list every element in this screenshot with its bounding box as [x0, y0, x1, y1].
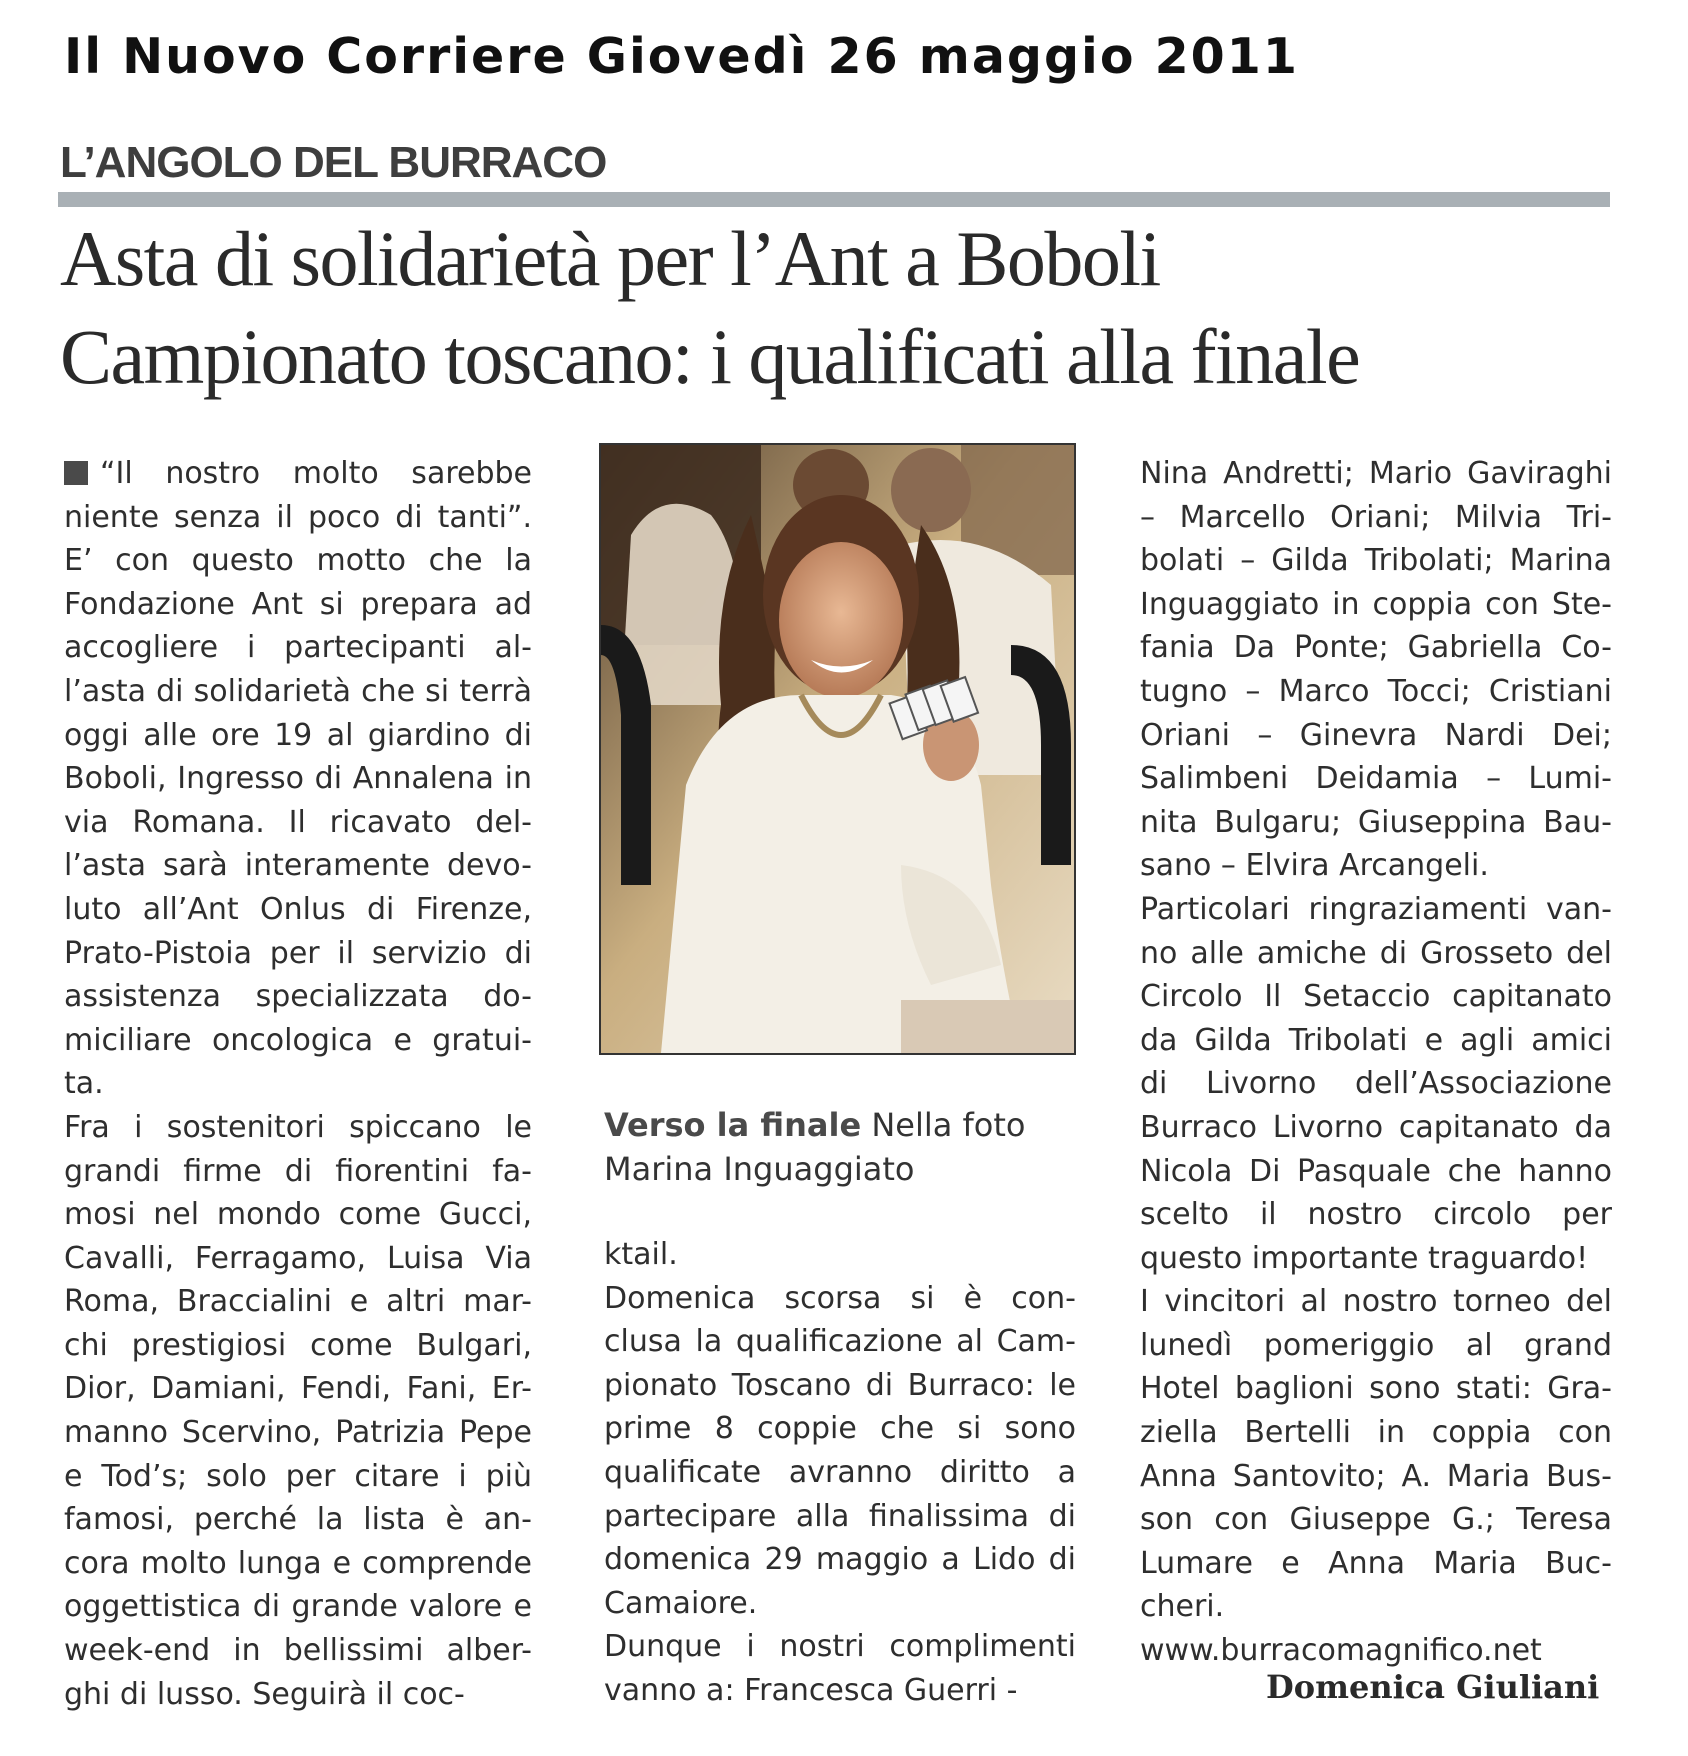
text-line: grandi firme di fiorentini fa-	[64, 1153, 532, 1189]
caption-strong: Verso la finale	[604, 1106, 862, 1144]
article-headline	[60, 210, 1620, 406]
text-line: Cavalli, Ferragamo, Luisa Via	[64, 1240, 532, 1276]
text-line: Burraco Livorno capitanato da	[1140, 1109, 1612, 1145]
headline-line-2: Campionato toscano: i qualificati alla finale	[60, 313, 1360, 400]
text-line: ktail.	[604, 1237, 678, 1272]
text-line: qualificate avranno diritto a	[604, 1454, 1076, 1490]
text-line: ta.	[64, 1066, 104, 1102]
text-line: accogliere i partecipanti al-	[64, 630, 532, 666]
text-line: Prato-Pistoia per il servizio di	[64, 935, 532, 971]
text-line: Camaiore.	[604, 1585, 758, 1621]
text-line: Boboli, Ingresso di Annalena in	[64, 761, 532, 797]
text-line: son con Giuseppe G.; Teresa	[1140, 1502, 1612, 1538]
text-line: Dunque i nostri complimenti	[604, 1629, 1076, 1665]
text-line: I vincitori al nostro torneo del	[1140, 1284, 1612, 1320]
photo-woman-with-cards	[601, 445, 1074, 1053]
article-column-2	[604, 1233, 1076, 1713]
text-line: ghi di lusso. Seguirà il coc-	[64, 1676, 465, 1712]
text-line: Fondazione Ant si prepara ad	[64, 586, 532, 622]
section-label: L’ANGOLO DEL BURRACO	[60, 138, 607, 187]
text-line: assistenza specializzata do-	[64, 979, 532, 1015]
article-start-square-icon	[64, 461, 88, 485]
text-line: l’asta di solidarietà che si terrà	[64, 673, 532, 709]
text-line: oggi alle ore 19 al giardino di	[64, 717, 532, 753]
text-line: da Gilda Tribolati e agli amici	[1140, 1022, 1612, 1058]
text-line: Oriani – Ginevra Nardi Dei;	[1140, 717, 1612, 753]
text-line: scelto il nostro circolo per	[1140, 1197, 1612, 1233]
text-line: oggettistica di grande valore e	[64, 1589, 532, 1625]
text-line: no alle amiche di Grosseto del	[1140, 935, 1612, 971]
text-line: bolati – Gilda Tribolati; Marina	[1140, 543, 1612, 579]
text-line: manno Scervino, Patrizia Pepe	[64, 1415, 532, 1451]
text-line: Fra i sostenitori spiccano le	[64, 1109, 532, 1145]
article-column-1	[64, 452, 532, 1716]
text-line: www.burracomagnifico.net	[1140, 1633, 1542, 1669]
text-line: mosi nel mondo come Gucci,	[64, 1197, 532, 1233]
caption-line-1	[604, 1103, 1084, 1147]
text-line: l’asta sarà interamente devo-	[64, 848, 532, 884]
caption-rest: Nella foto	[861, 1106, 1026, 1144]
newspaper-masthead: Il Nuovo Corriere Giovedì 26 maggio 2011	[64, 28, 1299, 85]
section-divider	[58, 192, 1610, 207]
text-line: cora molto lunga e comprende	[64, 1545, 532, 1581]
article-photo	[599, 443, 1076, 1055]
text-line: miciliare oncologica e gratui-	[64, 1022, 532, 1058]
text-line: niente senza il poco di tanti”.	[64, 499, 532, 535]
text-line: pionato Toscano di Burraco: le	[604, 1367, 1076, 1403]
text-line: nita Bulgaru; Giuseppina Bau-	[1140, 804, 1612, 840]
caption-line-2: Marina Inguaggiato	[604, 1150, 915, 1188]
text-line: week-end in bellissimi alber-	[64, 1633, 532, 1669]
text-line: Lumare e Anna Maria Buc-	[1140, 1545, 1612, 1581]
text-line: Circolo Il Setaccio capitanato	[1140, 979, 1612, 1015]
text-line: Nicola Di Pasquale che hanno	[1140, 1153, 1612, 1189]
text-line: fania Da Ponte; Gabriella Co-	[1140, 630, 1612, 666]
text-line: partecipare alla finalissima di	[604, 1498, 1076, 1534]
author-signature: Domenica Giuliani	[1266, 1668, 1600, 1706]
text-line: E’ con questo motto che la	[64, 543, 532, 579]
text-line: – Marcello Oriani; Milvia Tri-	[1140, 499, 1612, 535]
text-line: prime 8 coppie che si sono	[604, 1411, 1076, 1447]
text-line: Dior, Damiani, Fendi, Fani, Er-	[64, 1371, 532, 1407]
text-line: Anna Santovito; A. Maria Bus-	[1140, 1458, 1612, 1494]
text-line: Domenica scorsa si è con-	[604, 1280, 1076, 1316]
text-line: cheri.	[1140, 1589, 1225, 1625]
text-line: sano – Elvira Arcangeli.	[1140, 848, 1489, 884]
text-line: Hotel baglioni sono stati: Gra-	[1140, 1371, 1612, 1407]
text-line: “Il nostro molto sarebbe	[100, 456, 532, 491]
text-line: vanno a: Francesca Guerri -	[604, 1672, 1018, 1708]
text-line: domenica 29 maggio a Lido di	[604, 1542, 1076, 1578]
text-line: via Romana. Il ricavato del-	[64, 804, 532, 840]
text-line: di Livorno dell’Associazione	[1140, 1066, 1612, 1102]
text-line: questo importante traguardo!	[1140, 1240, 1589, 1276]
text-line: Salimbeni Deidamia – Lumi-	[1140, 761, 1612, 797]
article-column-3	[1140, 452, 1612, 1673]
text-line: Roma, Braccialini e altri mar-	[64, 1284, 532, 1320]
text-line: Nina Andretti; Mario Gaviraghi	[1140, 456, 1612, 491]
text-line: lunedì pomeriggio al grand	[1140, 1327, 1612, 1363]
text-line: famosi, perché la lista è an-	[64, 1502, 532, 1538]
text-line: clusa la qualificazione al Cam-	[604, 1324, 1076, 1360]
photo-caption	[604, 1103, 1084, 1191]
text-line: e Tod’s; solo per citare i più	[64, 1458, 532, 1494]
text-line: luto all’Ant Onlus di Firenze,	[64, 891, 532, 927]
text-line: chi prestigiosi come Bulgari,	[64, 1327, 532, 1363]
headline-line-1: Asta di solidarietà per l’Ant a Boboli	[60, 215, 1160, 302]
text-line: tugno – Marco Tocci; Cristiani	[1140, 673, 1612, 709]
text-line: Particolari ringraziamenti van-	[1140, 891, 1612, 927]
text-line: ziella Bertelli in coppia con	[1140, 1415, 1612, 1451]
text-line: Inguaggiato in coppia con Ste-	[1140, 586, 1612, 622]
